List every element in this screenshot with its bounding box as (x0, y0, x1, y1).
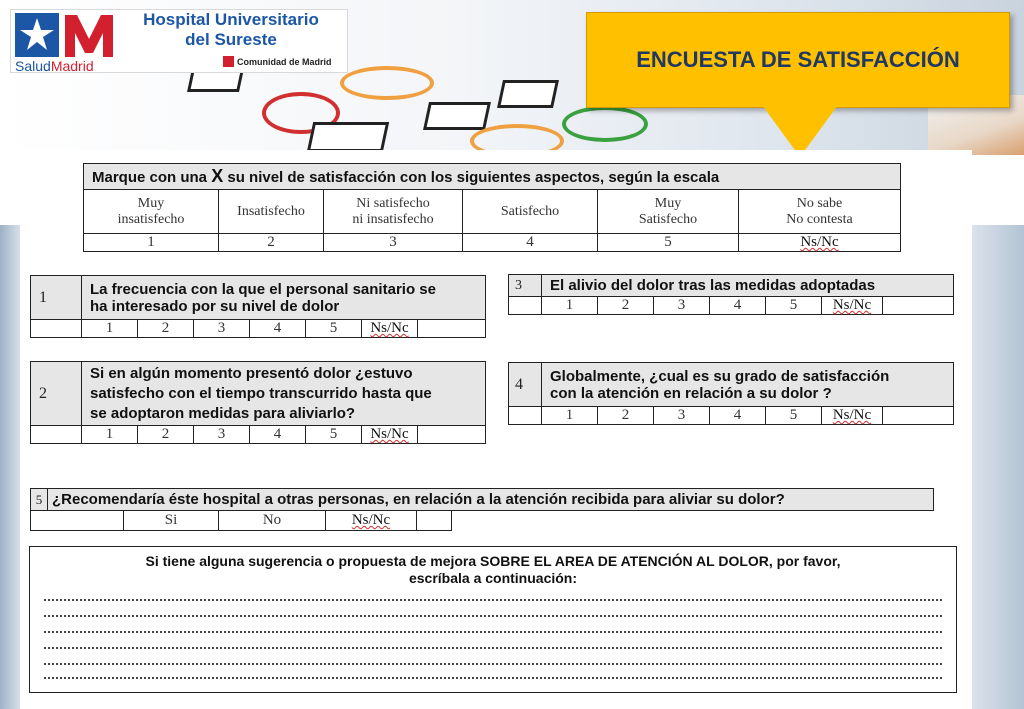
logo-hospital-name (123, 10, 339, 50)
answer-2[interactable]: 2 (598, 297, 654, 315)
scale-label-5: Muy Satisfecho (598, 190, 739, 234)
question-number: 3 (509, 275, 542, 297)
answer-1[interactable]: 1 (542, 407, 598, 425)
happy-face-icon (562, 106, 648, 142)
scale-value: 3 (324, 234, 463, 252)
left-background-strip (0, 225, 20, 709)
scale-table (83, 163, 901, 252)
question-number: 4 (509, 363, 542, 407)
suggestion-write-line[interactable] (44, 599, 942, 601)
comunidad-flag-icon (223, 56, 234, 67)
answer-2[interactable]: 2 (598, 407, 654, 425)
logo-comunidad: Comunidad de Madrid (223, 56, 332, 67)
suggestion-write-line[interactable] (44, 677, 942, 679)
answer-3[interactable]: 3 (654, 297, 710, 315)
answer-4[interactable]: 4 (710, 297, 766, 315)
question-text: El alivio del dolor tras las medidas adoptadas (542, 275, 954, 297)
suggestions-prompt (30, 553, 956, 587)
suggestion-write-line[interactable] (44, 663, 942, 665)
answer-4[interactable]: 4 (250, 320, 306, 338)
answer-4[interactable]: 4 (250, 426, 306, 444)
scale-label-2: Insatisfecho (219, 190, 324, 234)
answer-ns-nc[interactable]: Ns/Nc (362, 426, 418, 444)
scale-heading: Marque con una X su nivel de satisfacción con los siguientes aspectos, según la escala (84, 164, 901, 190)
checkbox-art (423, 102, 491, 130)
answer-5[interactable]: 5 (306, 426, 362, 444)
answer-3[interactable]: 3 (654, 407, 710, 425)
answer-4[interactable]: 4 (710, 407, 766, 425)
right-background-strip (972, 225, 1024, 709)
answer-1[interactable]: 1 (542, 297, 598, 315)
scale-label-4: Satisfecho (463, 190, 598, 234)
question-number: 5 (31, 489, 48, 511)
neutral-face-icon (340, 66, 434, 100)
question-text: La frecuencia con la que el personal sanitario se ha interesado por su nivel de dolor (82, 276, 486, 320)
question-number: 1 (31, 276, 82, 320)
suggestion-write-line[interactable] (44, 615, 942, 617)
logo-salud-madrid: SaludMadrid (15, 58, 94, 74)
answer-2[interactable]: 2 (138, 320, 194, 338)
hospital-logo (10, 9, 348, 73)
question-text: Si en algún momento presentó dolor ¿estuvo satisfecho con el tiempo transcurrido hasta que se adoptaron medidas para aliviarlo? (82, 362, 486, 426)
hospital-name-line2: del Sureste (185, 30, 277, 49)
scale-value: 1 (84, 234, 219, 252)
suggestion-write-line[interactable] (44, 647, 942, 649)
suggestions-line2: escríbala a continuación: (408, 570, 578, 586)
question-2 (30, 361, 486, 444)
checkbox-art (307, 122, 389, 152)
answer-3[interactable]: 3 (194, 320, 250, 338)
question-text: Globalmente, ¿cual es su grado de satisfacción con la atención en relación a su dolor ? (542, 363, 954, 407)
answer-ns-nc[interactable]: Ns/Nc (362, 320, 418, 338)
question-4 (508, 362, 954, 425)
checkbox-art (497, 80, 559, 108)
answer-ns-nc[interactable]: Ns/Nc (822, 297, 883, 315)
suggestions-line1: Si tiene alguna sugerencia o propuesta de mejora SOBRE EL AREA DE ATENCIÓN AL DOLOR, por favor, (145, 553, 841, 569)
question-5-options (30, 510, 452, 531)
page-title: ENCUESTA DE SATISFACCIÓN (636, 47, 960, 72)
question-number: 2 (31, 362, 82, 426)
scale-label-1: Muy insatisfecho (84, 190, 219, 234)
answer-2[interactable]: 2 (138, 426, 194, 444)
answer-5[interactable]: 5 (766, 407, 822, 425)
scale-value: 4 (463, 234, 598, 252)
scale-label-6: No sabe No contesta (739, 190, 901, 234)
answer-1[interactable]: 1 (82, 320, 138, 338)
scale-value: Ns/Nc (739, 234, 901, 252)
scale-label-3: Ni satisfecho ni insatisfecho (324, 190, 463, 234)
hospital-name-line1: Hospital Universitario (143, 10, 319, 29)
title-callout (586, 12, 1010, 108)
answer-ns-nc[interactable]: Ns/Nc (822, 407, 883, 425)
salud-madrid-logo-icon (15, 13, 115, 59)
scale-value: 5 (598, 234, 739, 252)
answer-si[interactable]: Si (124, 511, 219, 531)
question-3 (508, 274, 954, 315)
answer-5[interactable]: 5 (766, 297, 822, 315)
question-1 (30, 275, 486, 338)
answer-1[interactable]: 1 (82, 426, 138, 444)
scale-value: 2 (219, 234, 324, 252)
answer-3[interactable]: 3 (194, 426, 250, 444)
question-text: ¿Recomendaría éste hospital a otras personas, en relación a la atención recibida para aliviar su dolor? (48, 489, 934, 511)
suggestions-box (29, 546, 957, 693)
answer-no[interactable]: No (219, 511, 326, 531)
suggestion-write-line[interactable] (44, 631, 942, 633)
question-5 (30, 488, 934, 511)
answer-5[interactable]: 5 (306, 320, 362, 338)
answer-ns-nc[interactable]: Ns/Nc (326, 511, 417, 531)
